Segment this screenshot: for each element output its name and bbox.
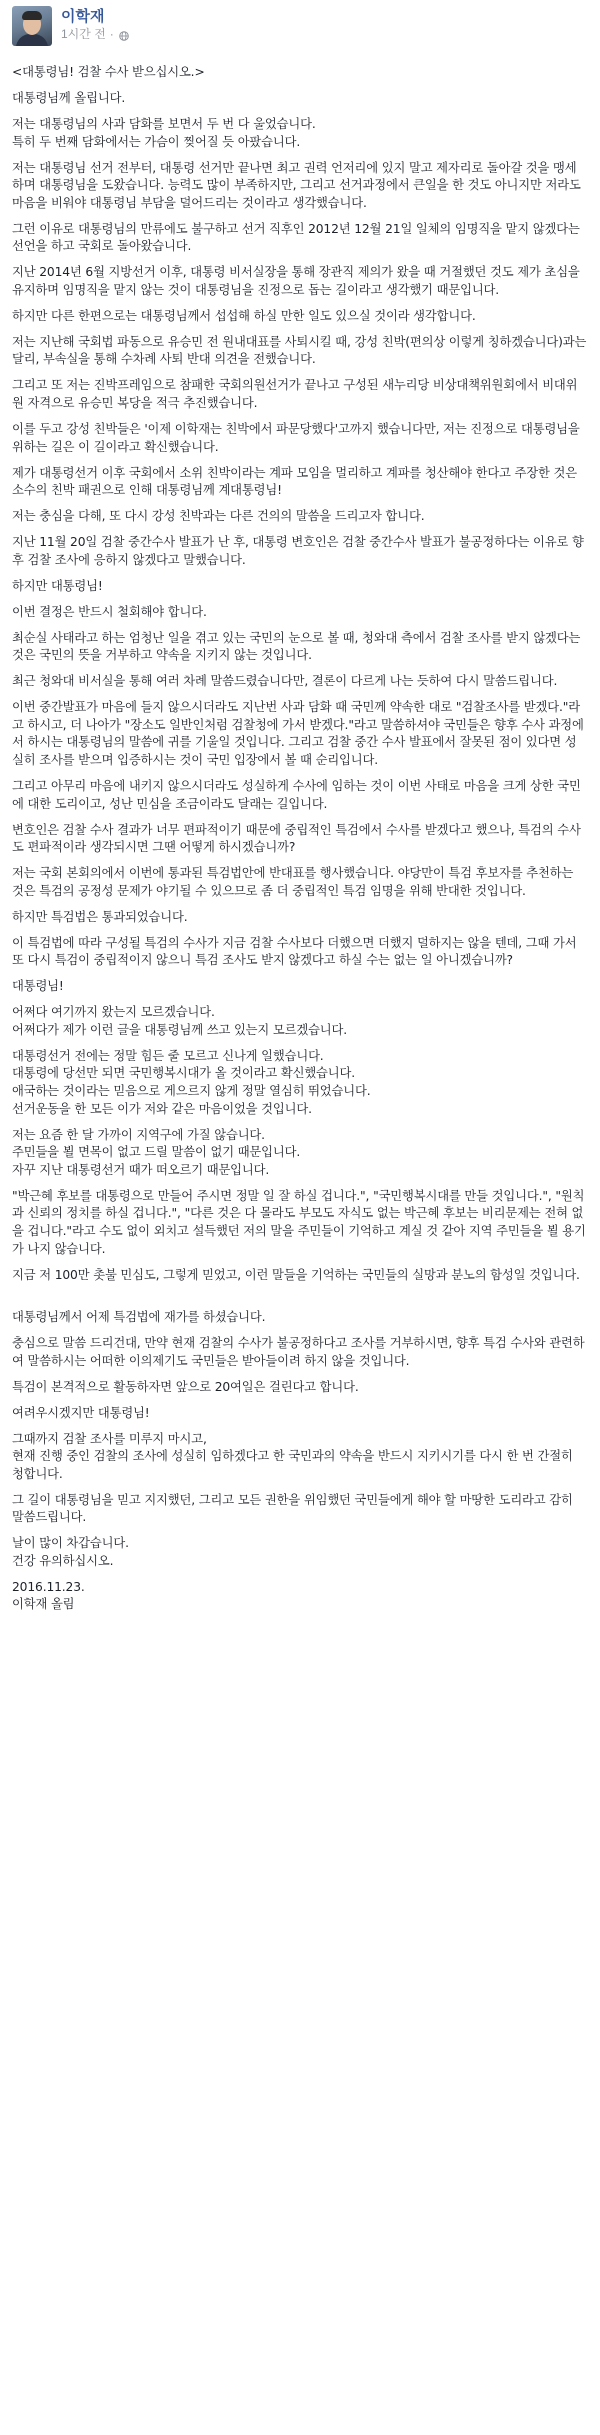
- post-paragraph: 대통령선거 전에는 정말 힘든 줄 모르고 신나게 일했습니다. 대통령에 당선만 되면 국민행복시대가 올 것이라고 확신했습니다. 애국하는 것이라는 믿음으로 게으르지 않게 정말 열심히 뛰었습니다. 선거운동을 한 모든 이가 저와 같은 마음이었을 것입니다.: [12, 1048, 371, 1116]
- post-paragraph: 특검이 본격적으로 활동하자면 앞으로 20여일은 걸린다고 합니다.: [12, 1379, 359, 1394]
- post-paragraph: 지난 2014년 6월 지방선거 이후, 대통령 비서실장을 통해 장관직 제의가 왔을 때 거절했던 것도 제가 초심을 유지하며 임명직을 맡지 않는 것이 대통령님을 진정으로 돕는 길이라고 생각했기 때문입니다.: [12, 265, 580, 297]
- post-paragraph: 하지만 대통령님!: [12, 578, 103, 593]
- post-paragraph: 이번 결정은 반드시 철회해야 합니다.: [12, 604, 207, 619]
- post-paragraph: 저는 충심을 다해, 또 다시 강성 친박과는 다른 건의의 말씀을 드리고자 합니다.: [12, 509, 425, 524]
- post-paragraph: 저는 요즘 한 달 가까이 지역구에 가질 않습니다. 주민들을 뵐 면목이 없고 드릴 말씀이 없기 때문입니다. 자꾸 지난 대통령선거 때가 떠오르기 때문입니다.: [12, 1127, 301, 1177]
- post-paragraph: 지난 11월 20일 검찰 중간수사 발표가 난 후, 대통령 변호인은 검찰 중간수사 발표가 불공정하다는 이유로 향후 검찰 조사에 응하지 않겠다고 말했습니다.: [12, 535, 584, 567]
- post-paragraph: 대통령님!: [12, 979, 64, 994]
- author-name[interactable]: 이학재: [61, 8, 105, 25]
- post-paragraph: 여려우시겠지만 대통령님!: [12, 1405, 150, 1420]
- post-header: [12, 6, 588, 64]
- post-paragraph: 충심으로 말씀 드리건대, 만약 현재 검찰의 수사가 불공정하다고 조사를 거부하시면, 향후 특검 수사와 관련하여 말씀하시는 어떠한 이의제기도 국민들은 받아들이려 하지 않을 것입니다.: [12, 1335, 585, 1368]
- post-paragraph: 최근 청와대 비서실을 통해 여러 차례 말씀드렸습니다만, 결론이 다르게 나는 듯하여 다시 말씀드립니다.: [12, 674, 558, 689]
- post-body: [12, 64, 588, 1614]
- post-paragraph: "박근혜 후보를 대통령으로 만들어 주시면 정말 일 잘 하실 겁니다.", "국민행복시대를 만들 것입니다.", "원칙과 신뢰의 정치를 하실 겁니다.", "다른 것은 다 몰라도 부모도 자식도 없는 박근혜 후보는 비리문제는 전혀 없을 겁니다."라고 수도 없이 외치고 설득했던 저의 말을 주민들이 기억하고 계실 것 같아 지역 주민들을 뵐 용기가 나지 않습니다.: [12, 1188, 586, 1256]
- post-paragraph: 저는 지난해 국회법 파동으로 유승민 전 원내대표를 사퇴시킬 때, 강성 친박(편의상 이렇게 칭하겠습니다)과는 달리, 부속실을 통해 수차례 사퇴 반대 의견을 전했습니다.: [12, 334, 587, 367]
- post-paragraph: 그 길이 대통령님을 믿고 지지했던, 그리고 모든 권한을 위임했던 국민들에게 해야 할 마땅한 도리라고 감히 말씀드립니다.: [12, 1492, 573, 1525]
- post-paragraph: 날이 많이 차갑습니다. 건강 유의하십시오.: [12, 1536, 129, 1568]
- globe-icon[interactable]: [119, 29, 129, 39]
- post-paragraph: 이번 중간발표가 마음에 들지 않으시더라도 지난번 사과 담화 때 국민께 약속한 대로 "검찰조사를 받겠다."라고 하시고, 더 나아가 "장소도 일반인처럼 검찰청에 가서 받겠다."라고 말씀하셔야 국민들은 향후 수사 과정에서 하시는 대통령님의 말씀에 귀를 기울일 것입니다. 그리고 검찰 중간 수사 발표에서 잘못된 점이 있다면 성실히 조사를 받으며 입증하시는 것이 국민 입장에서 볼 때 순리입니다.: [12, 700, 584, 768]
- post-subline: [61, 26, 129, 42]
- post-paragraph: 변호인은 검찰 수사 결과가 너무 편파적이기 때문에 중립적인 특검에서 수사를 받겠다고 했으나, 특검의 수사도 편파적이라 생각되시면 그땐 어떻게 하시겠습니까?: [12, 822, 581, 855]
- post-paragraph: 그리고 아무리 마음에 내키지 않으시더라도 성실하게 수사에 임하는 것이 이번 사태로 마음을 크게 상한 국민에 대한 도리이고, 성난 민심을 조금이라도 달래는 길입니다.: [12, 779, 581, 811]
- post-paragraph: 저는 대통령님 선거 전부터, 대통령 선거만 끝나면 최고 권력 언저리에 있지 말고 제자리로 돌아갈 것을 맹세하며 대통령님을 도왔습니다. 능력도 많이 부족하지만, 그리고 선거과정에서 큰일을 한 것도 아니지만 저라도 마음을 비워야 대통령님 부담을 덜어드리는 것이라고 생각했습니다.: [12, 160, 581, 210]
- post-paragraph: 대통령님께 올립니다.: [12, 90, 126, 105]
- post-paragraph: 지금 저 100만 촛불 민심도, 그렇게 믿었고, 이런 말들을 기억하는 국민들의 실망과 분노의 함성일 것입니다.: [12, 1267, 580, 1282]
- post-meta: [61, 7, 129, 42]
- post-paragraph: 하지만 다른 한편으로는 대통령님께서 섭섭해 하실 만한 일도 있으실 것이라 생각합니다.: [12, 308, 476, 323]
- post-paragraph: 대통령님께서 어제 특검법에 재가를 하셨습니다.: [12, 1309, 266, 1324]
- post-paragraph: 이를 두고 강성 친박들은 '이제 이학재는 친박에서 파문당했다'고까지 했습니다만, 저는 진정으로 대통령님을 위하는 길은 이 길이라고 확신했습니다.: [12, 422, 580, 454]
- post-paragraph: 그때까지 검찰 조사를 미루지 마시고, 현재 진행 중인 검찰의 조사에 성실히 임하겠다고 한 국민과의 약속을 반드시 지키시기를 다시 한 번 간절히 청합니다.: [12, 1431, 573, 1481]
- post-paragraph: [12, 1293, 588, 1301]
- post-paragraph: 이 특검법에 따라 구성될 특검의 수사가 지금 검찰 수사보다 더했으면 더했지 덜하지는 않을 텐데, 그때 가서 또 다시 특검이 중립적이지 않으니 특검 조사도 받지 않겠다고 하실 수는 없는 일 아니겠습니까?: [12, 935, 577, 968]
- post-paragraph: 저는 국회 본회의에서 이번에 통과된 특검법안에 반대표를 행사했습니다. 야당만이 특검 후보자를 추천하는 것은 특검의 공정성 문제가 야기될 수 있으므로 좀 더 중립적인 특검 임명을 위해 반대한 것입니다.: [12, 866, 574, 898]
- post-paragraph: 어쩌다 여기까지 왔는지 모르겠습니다. 어쩌다가 제가 이런 글을 대통령님께 쓰고 있는지 모르겠습니다.: [12, 1005, 348, 1037]
- post-paragraph: 최순실 사태라고 하는 엄청난 일을 겪고 있는 국민의 눈으로 볼 때, 청와대 측에서 검찰 조사를 받지 않겠다는 것은 국민의 뜻을 거부하고 약속을 지키지 않는 것입니다.: [12, 630, 581, 663]
- post-paragraph: 제가 대통령선거 이후 국회에서 소위 친박이라는 계파 모임을 멀리하고 계파를 청산해야 한다고 주장한 것은 소수의 친박 패권으로 인해 대통령님께 계대통령님!: [12, 465, 577, 498]
- post-paragraph: <대통령님! 검찰 수사 받으십시오.>: [12, 65, 205, 79]
- subline-separator: ·: [109, 27, 114, 41]
- post-paragraph: 그런 이유로 대통령님의 만류에도 불구하고 선거 직후인 2012년 12월 21일 일체의 임명직을 맡지 않겠다는 선언을 하고 국회로 돌아왔습니다.: [12, 221, 580, 254]
- post-timestamp[interactable]: 1시간 전: [61, 27, 106, 41]
- post-paragraph: 하지만 특검법은 통과되었습니다.: [12, 909, 188, 924]
- post-paragraph: 2016.11.23. 이학재 올림: [12, 1579, 85, 1612]
- post-paragraph: 저는 대통령님의 사과 담화를 보면서 두 번 다 울었습니다. 특히 두 번째 담화에서는 가슴이 찢어질 듯 아팠습니다.: [12, 116, 316, 149]
- post-paragraph: 그리고 또 저는 진박프레임으로 참패한 국회의원선거가 끝나고 구성된 새누리당 비상대책위원회에서 비대위원 자격으로 유승민 복당을 적극 추진했습니다.: [12, 378, 578, 411]
- author-avatar[interactable]: [12, 6, 52, 46]
